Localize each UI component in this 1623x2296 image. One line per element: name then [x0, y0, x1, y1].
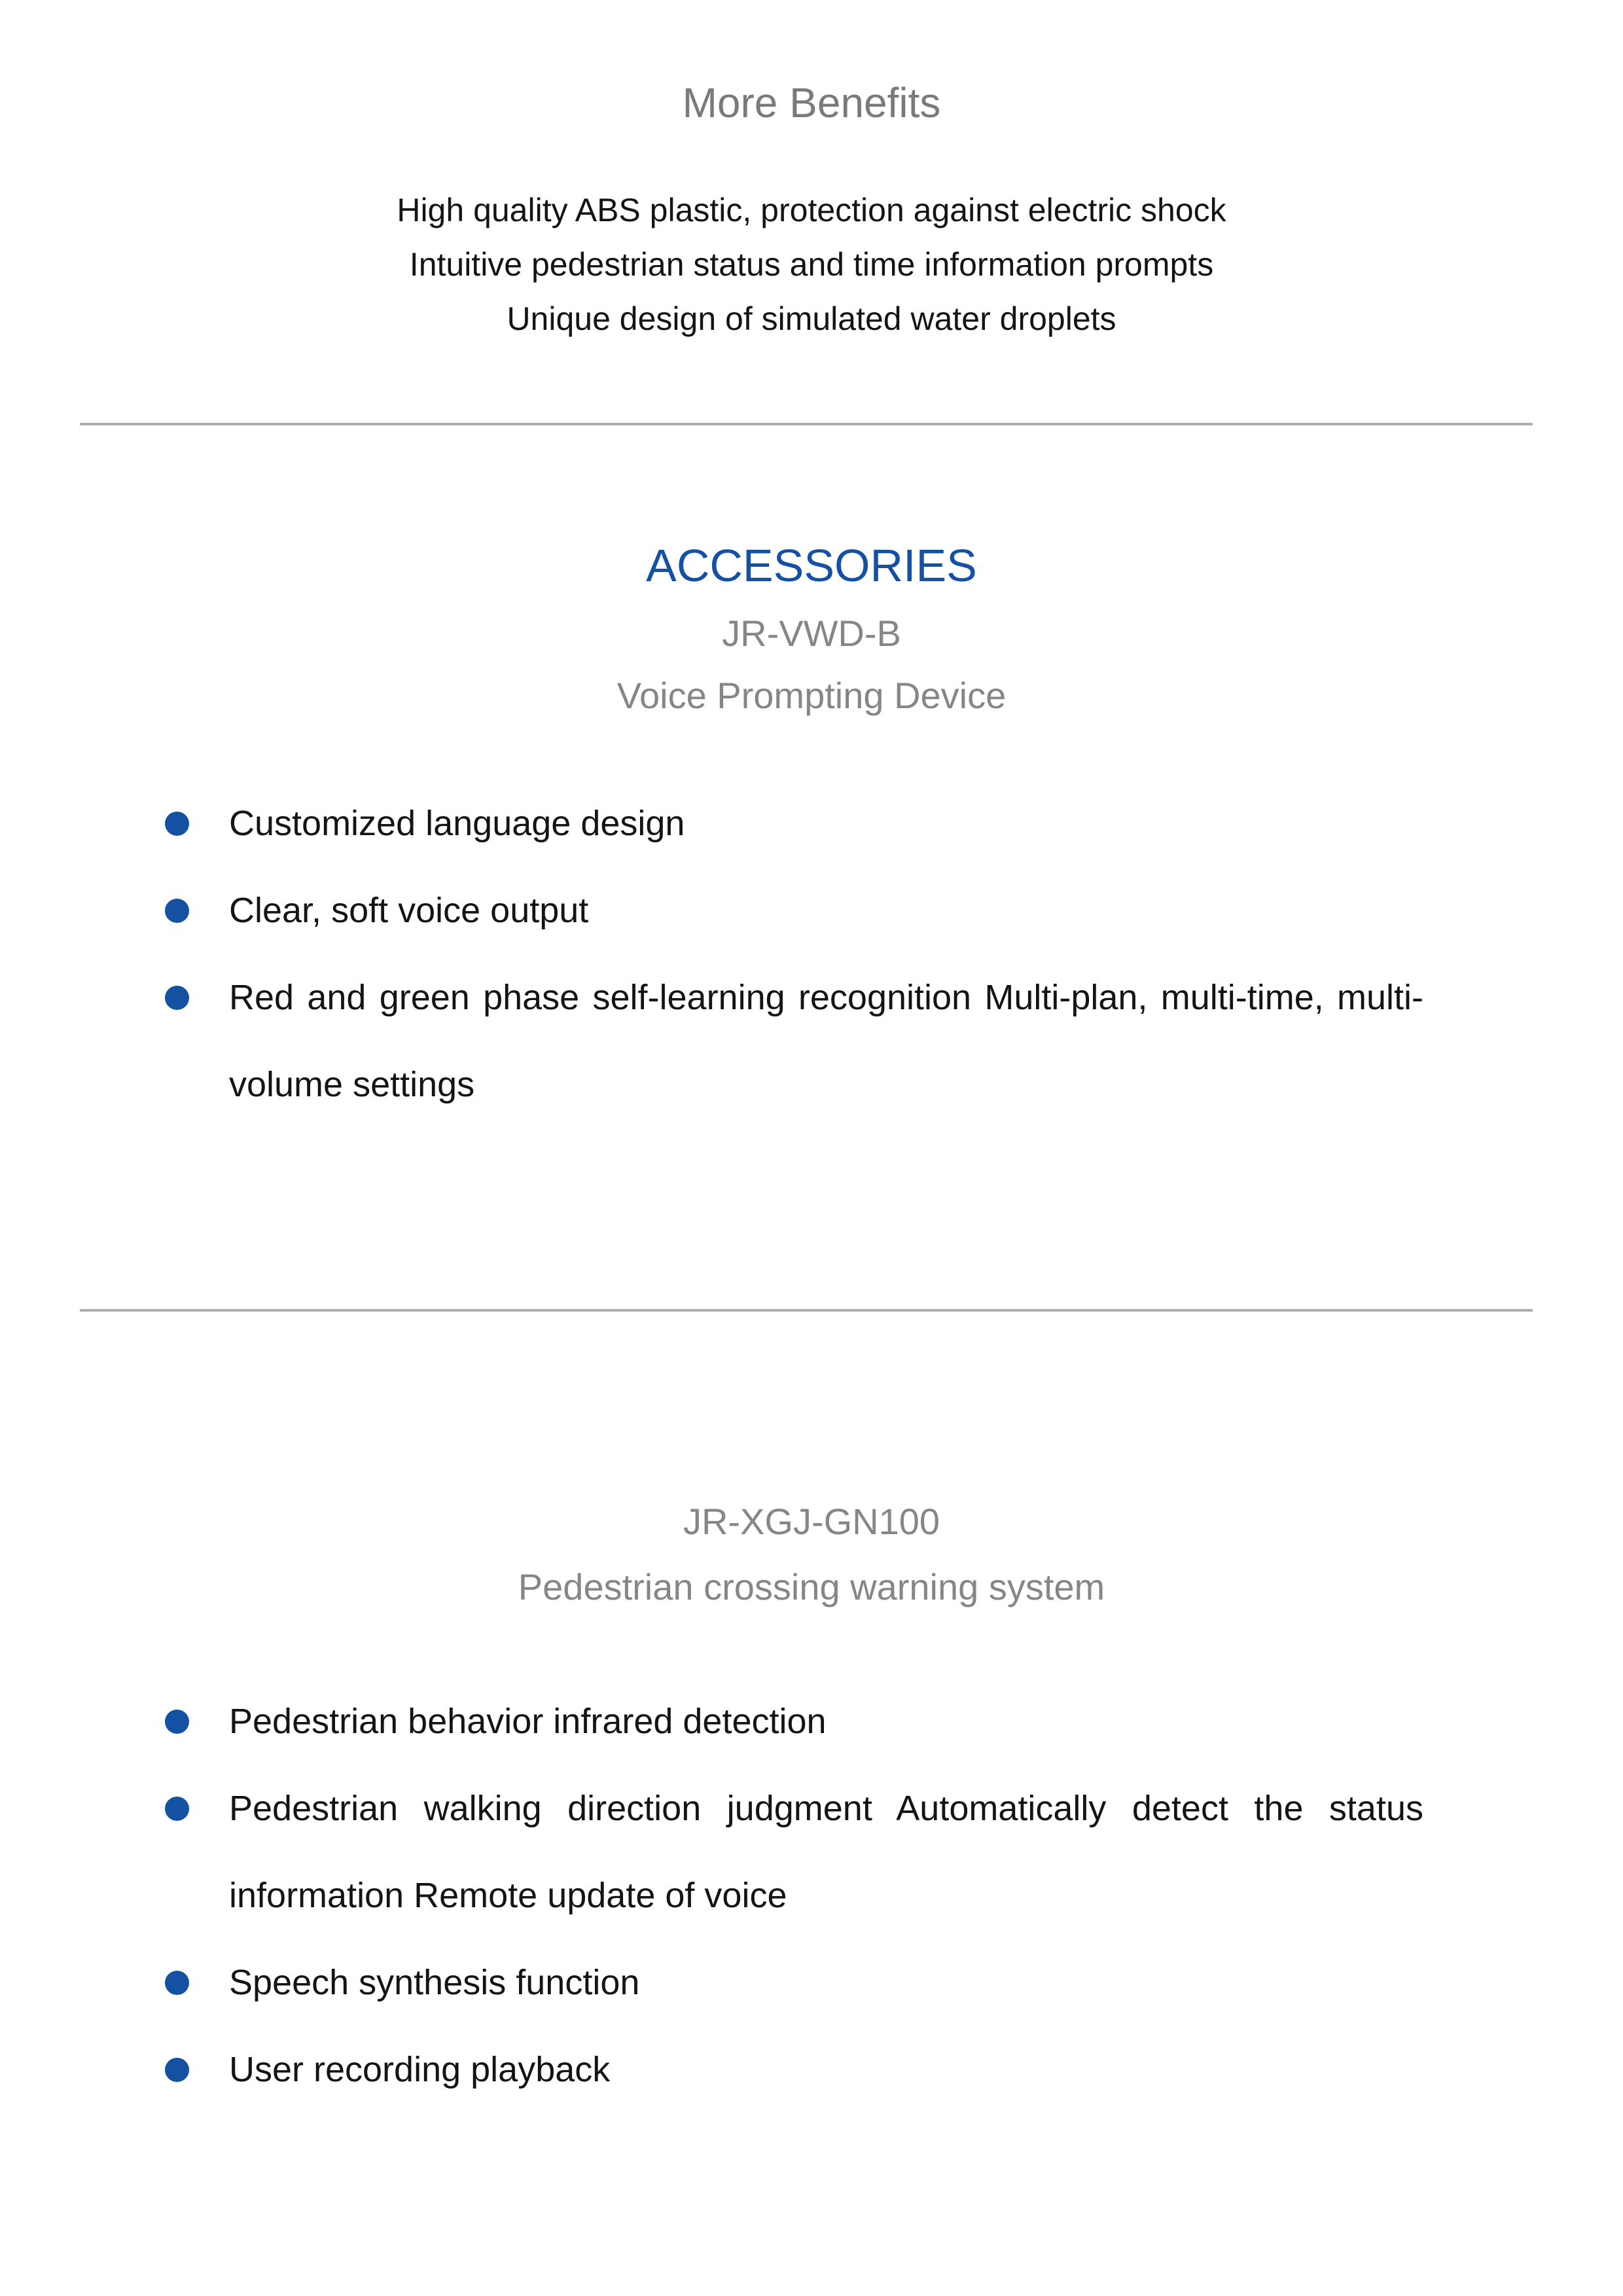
warning-system-feature-list: [229, 1678, 1423, 2113]
benefits-list: [0, 183, 1623, 346]
feature-text: User recording playback: [229, 2050, 611, 2089]
feature-text: Pedestrian behavior infrared detection: [229, 1702, 827, 1741]
more-benefits-heading: More Benefits: [682, 79, 941, 126]
feature-text: Clear, soft voice output: [229, 891, 589, 930]
bullet-icon: [165, 986, 189, 1010]
list-item: [229, 780, 1423, 867]
bullet-icon: [165, 812, 189, 836]
feature-text: Customized language design: [229, 804, 685, 843]
section-divider: [80, 1309, 1533, 1312]
warning-system-product-name: Pedestrian crossing warning system: [518, 1566, 1105, 1607]
list-item: [229, 1678, 1423, 1765]
section-divider: [80, 423, 1533, 425]
accessories-product-name: Voice Prompting Device: [616, 675, 1007, 716]
bullet-icon: [165, 1710, 189, 1734]
accessories-feature-list: [229, 780, 1423, 1128]
list-item: [229, 2026, 1423, 2113]
benefit-line: High quality ABS plastic, protection against electric shock: [397, 192, 1226, 228]
list-item: [229, 954, 1423, 1128]
benefit-line: Unique design of simulated water droplets: [507, 300, 1116, 337]
bullet-icon: [165, 1971, 189, 1995]
feature-text: Red and green phase self-learning recognition Multi-plan, multi-time, multi-volume settings: [229, 978, 1423, 1104]
list-item: [229, 1939, 1423, 2026]
feature-text: Speech synthesis function: [229, 1963, 640, 2002]
bullet-icon: [165, 1797, 189, 1821]
bullet-icon: [165, 2058, 189, 2082]
warning-system-model-number: JR-XGJ-GN100: [683, 1501, 940, 1542]
bullet-icon: [165, 899, 189, 923]
list-item: [229, 1765, 1423, 1939]
accessories-model-number: JR-VWD-B: [722, 613, 901, 654]
list-item: [229, 867, 1423, 954]
accessories-section-heading: ACCESSORIES: [646, 540, 977, 591]
benefit-line: Intuitive pedestrian status and time information prompts: [409, 246, 1214, 283]
feature-text: Pedestrian walking direction judgment Automatically detect the status information Remote update of voice: [229, 1789, 1423, 1915]
